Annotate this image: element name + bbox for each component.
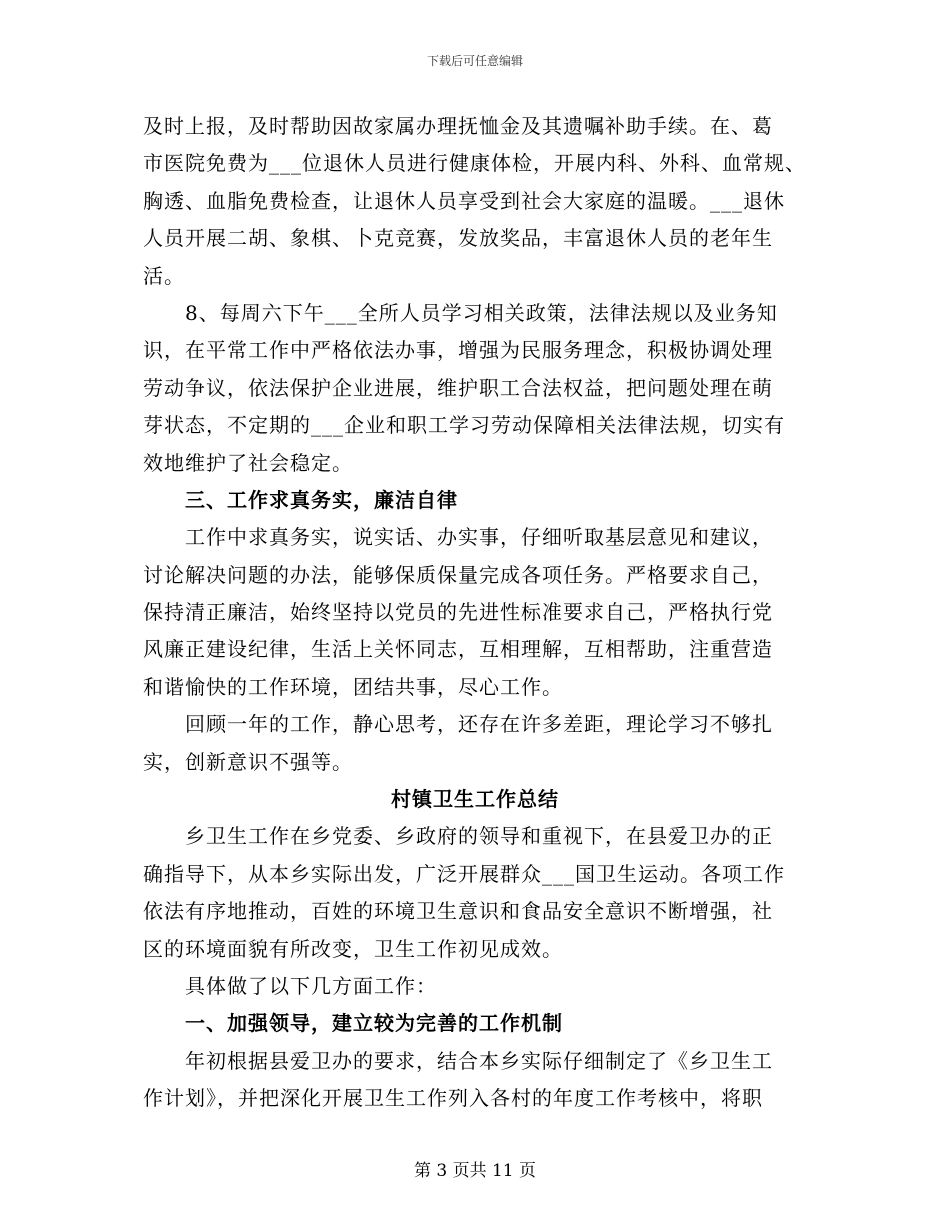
page-number-footer: 第 3 页共 11 页 (413, 1161, 537, 1181)
text-line: 具体做了以下几方面工作： (185, 973, 437, 998)
text-line: 市医院免费为___位退休人员进行健康体检，开展内科、外科、血常规、 (143, 151, 806, 176)
text-line: 保持清正廉洁，始终坚持以党员的先进性标准要求自己，严格执行党 (143, 600, 773, 625)
text-line: 及时上报，及时帮助因故家属办理抚恤金及其遗嘱补助手续。在、葛 (143, 114, 773, 138)
text-line: 作计划》，并把深化开展卫生工作列入各村的年度工作考核中，将职 (143, 1086, 763, 1111)
text-line: 人员开展二胡、象棋、卜克竞赛，发放奖品，丰富退休人员的老年生 (143, 226, 773, 251)
text-line: 确指导下，从本乡实际出发，广泛开展群众___国卫生运动。各项工作 (143, 861, 785, 886)
text-line: 依法有序地推动，百姓的环境卫生意识和食品安全意识不断增强，社 (143, 899, 773, 924)
text-line: 胸透、血脂免费检查，让退休人员享受到社会大家庭的温暖。___退休 (143, 188, 785, 213)
text-line: 劳动争议，依法保护企业进展，维护职工合法权益，把问题处理在萌 (143, 375, 773, 400)
text-line: 活。 (143, 263, 185, 288)
text-line: 讨论解决问题的办法，能够保质保量完成各项任务。严格要求自己， (143, 562, 773, 587)
text-line: 回顾一年的工作，静心思考，还存在许多差距，理论学习不够扎 (185, 712, 773, 737)
text-line: 工作中求真务实，说实话、办实事，仔细听取基层意见和建议， (185, 525, 773, 550)
page-header-note: 下载后可任意编辑 (426, 54, 523, 68)
document-body (143, 108, 807, 1118)
document-title: 村镇卫生工作总结 (391, 787, 559, 812)
text-line: 芽状态，不定期的___企业和职工学习劳动保障相关法律法规，切实有 (143, 413, 785, 438)
text-line: 8、每周六下午___全所人员学习相关政策，法律法规以及业务知 (185, 300, 778, 325)
text-line: 识，在平常工作中严格依法办事，增强为民服务理念，积极协调处理 (143, 338, 773, 363)
text-line: 区的环境面貌有所改变，卫生工作初见成效。 (143, 936, 563, 961)
section-heading: 一、加强领导，建立较为完善的工作机制 (185, 1011, 563, 1036)
text-line: 年初根据县爱卫办的要求，结合本乡实际仔细制定了《乡卫生工 (185, 1048, 773, 1073)
text-line: 实，创新意识不强等。 (143, 749, 353, 774)
text-line: 风廉正建设纪律，生活上关怀同志，互相理解，互相帮助，注重营造 (143, 637, 773, 662)
text-line: 效地维护了社会稳定。 (143, 450, 353, 475)
text-line: 和谐愉快的工作环境，团结共事，尽心工作。 (143, 674, 563, 699)
section-heading: 三、工作求真务实，廉洁自律 (185, 487, 458, 512)
text-line: 乡卫生工作在乡党委、乡政府的领导和重视下，在县爱卫办的正 (185, 824, 773, 849)
